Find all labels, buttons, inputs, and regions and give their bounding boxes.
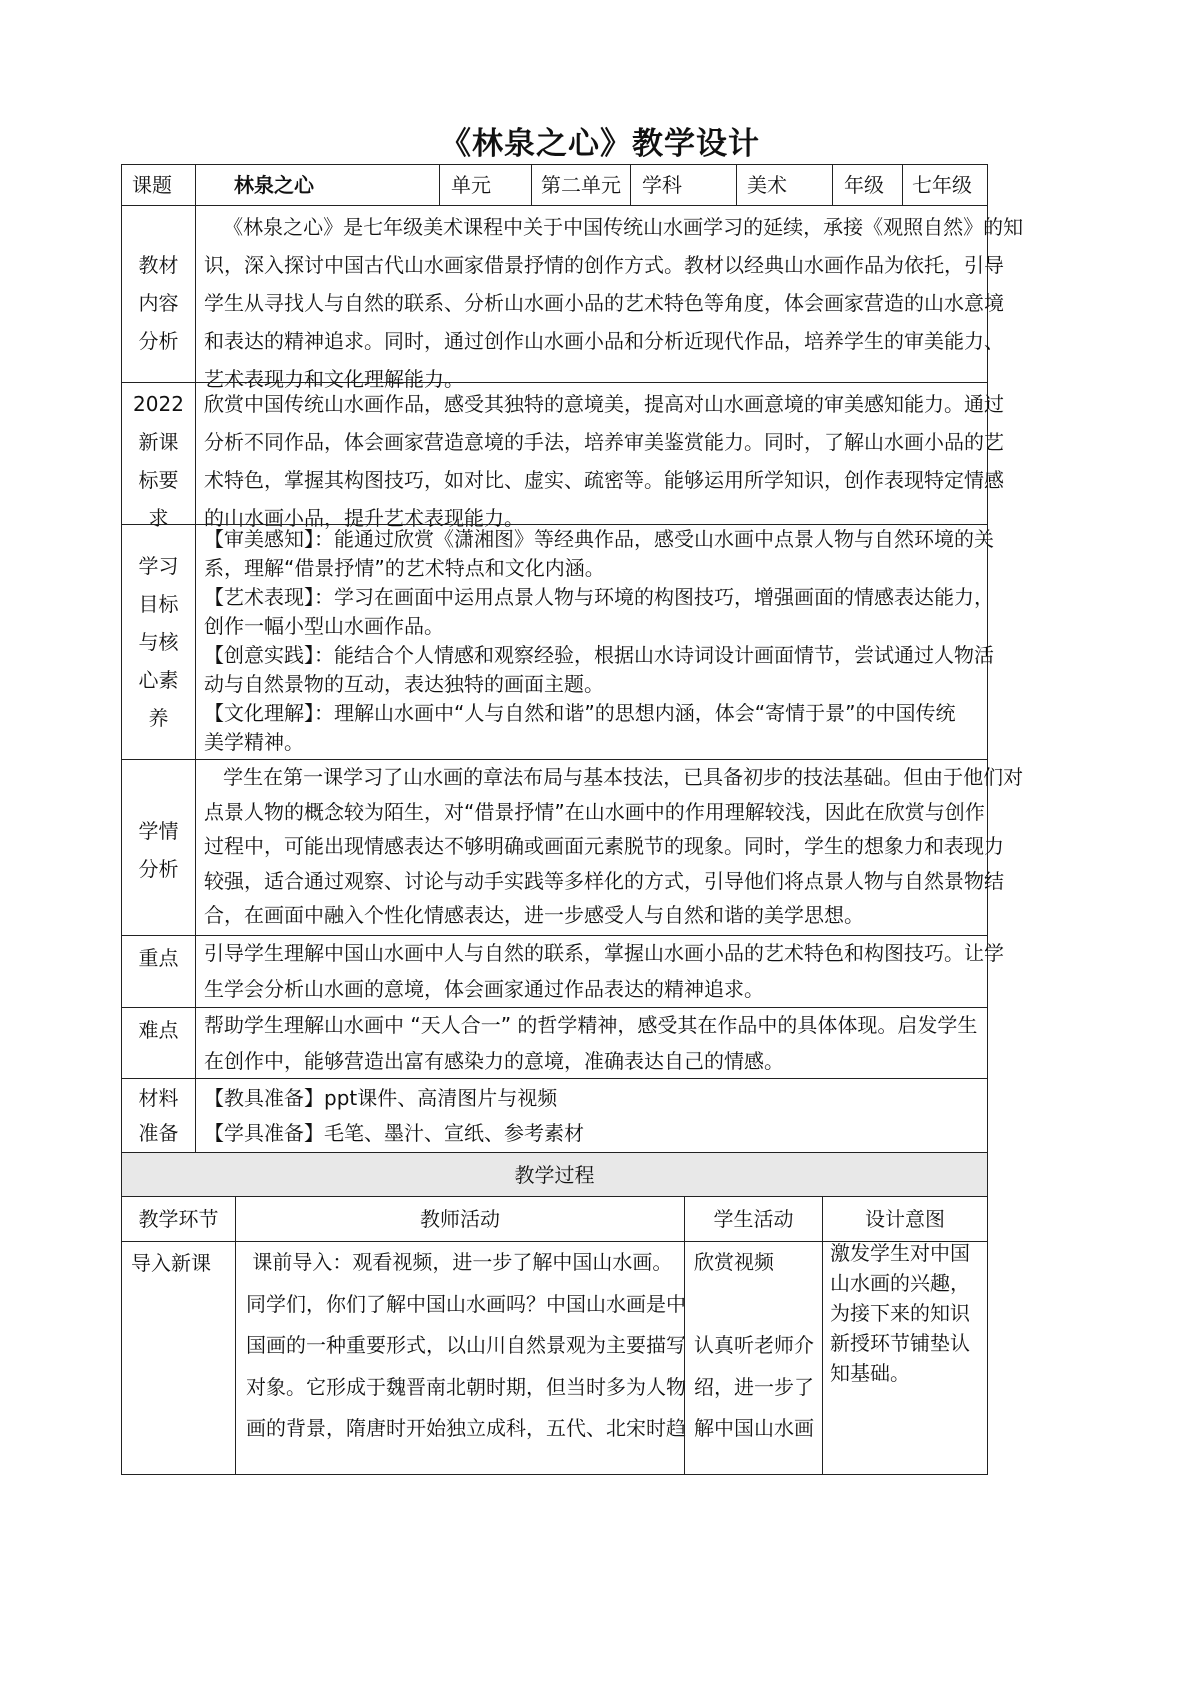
- column-header-student: 学生活动: [684, 1196, 823, 1242]
- subject-label-cell: [630, 164, 737, 206]
- section-label: 学情 分析: [138, 819, 179, 881]
- section-label: 难点: [138, 1018, 179, 1042]
- section-content-cell: [195, 759, 1024, 936]
- section-label-cell: [121, 1078, 196, 1153]
- section-text: 帮助学生理解山水画中 “天人合一” 的哲学精神，感受其在作品中的具体体现。启发学生 在创作中，能够营造出富有感染力的意境，准确表达自己的情感。: [204, 1013, 978, 1073]
- stage-text: 导入新课: [131, 1251, 211, 1275]
- unit-value-cell: [531, 164, 631, 206]
- column-header-intent: 设计意图: [822, 1196, 988, 1242]
- section-label-cell: [121, 382, 196, 530]
- section-text: 引导学生理解中国山水画中人与自然的联系，掌握山水画小品的艺术特色和构图技巧。让学 生学会分析山水画的意境，体会画家通过作品表达的精神追求。: [204, 941, 1004, 1001]
- topic-label-cell: [121, 164, 196, 206]
- section-label: 2022 新课 标要 求: [133, 392, 184, 530]
- process-header: [121, 1152, 988, 1197]
- topic-value-cell: [195, 164, 440, 206]
- teacher-activity-text: 课前导入：观看视频，进一步了解中国山水画。 同学们，你们了解中国山水画吗？中国山水画是中 国画的一种重要形式，以山川自然景观为主要描写 对象。它形成于魏晋南北朝时期，但当时多为人物 画的背景，隋唐时开始独立成科，五代、北宋时趋: [246, 1250, 686, 1440]
- section-label-cell: [121, 1007, 196, 1079]
- section-label: 材料 准备: [138, 1086, 179, 1145]
- stage-cell: [121, 1241, 236, 1475]
- section-content-cell: [195, 382, 1004, 530]
- student-activity-text: 欣赏视频 认真听老师介 绍，进一步了 解中国山水画: [694, 1250, 814, 1440]
- column-header-stage: 教学环节: [121, 1196, 236, 1242]
- unit-label: 单元: [451, 173, 491, 197]
- section-label-cell: [121, 935, 196, 1008]
- section-text: 【审美感知】：能通过欣赏《潇湘图》等经典作品，感受山水画中点景人物与自然环境的关 系，理解“借景抒情”的艺术特点和文化内涵。 【艺术表现】：学习在画面中运用点景人物与环境的构图技巧，增强画面的情感表达能力， 创作一幅小型山水画作品。 【创意实践】：能结合个人情感和观察经验，根据山水诗词设计画面情节，尝试通过人物活 动与自然景物的互动，表达独特的画面主题。 【文化理解】：理解山水画中“人与自然和谐”的思想内涵，体会“寄情于景”的中国传统 美学精神。: [204, 527, 994, 754]
- section-label: 重点: [138, 946, 179, 970]
- subject-value-cell: [736, 164, 833, 206]
- section-label: 学习 目标 与核 心素 养: [138, 554, 179, 730]
- process-header-text: 教学过程: [514, 1163, 595, 1187]
- section-text: 学生在第一课学习了山水画的章法布局与基本技法，已具备初步的技法基础。但由于他们对 点景人物的概念较为陌生，对“借景抒情”在山水画中的作用理解较浅，因此在欣赏与创作 过程中，可能出现情感表达不够明确或画面元素脱节的现象。同时，学生的想象力和表现力 较强，适合通过观察、讨论与动手实践等多样化的方式，引导他们将点景人物与自然景物结 合，在画面中融入个性化情感表达，进一步感受人与自然和谐的美学思想。: [204, 765, 1024, 927]
- unit-value: 第二单元: [541, 173, 621, 197]
- subject-value: 美术: [747, 173, 787, 197]
- design-intent-cell: [822, 1241, 988, 1475]
- page-title: 《林泉之心》教学设计: [440, 126, 760, 162]
- grade-value: 七年级: [912, 173, 972, 197]
- section-label-cell: [121, 205, 196, 383]
- design-intent-text: 激发学生对中国 山水画的兴趣， 为接下来的知识 新授环节铺垫认 知基础。: [830, 1241, 970, 1385]
- subject-label: 学科: [642, 173, 682, 197]
- section-label-cell: [121, 759, 196, 936]
- teacher-activity-cell: [235, 1241, 685, 1475]
- grade-value-cell: [902, 164, 988, 206]
- section-content-cell: [195, 524, 994, 760]
- topic-value: 林泉之心: [234, 173, 314, 197]
- section-content-cell: [195, 1007, 988, 1079]
- student-activity-cell: [684, 1241, 823, 1475]
- topic-label: 课题: [132, 173, 172, 197]
- grade-label-cell: [832, 164, 903, 206]
- unit-label-cell: [439, 164, 532, 206]
- section-content-cell: [195, 205, 1024, 391]
- section-content-cell: [195, 935, 1004, 1008]
- section-content-cell: [195, 1078, 988, 1153]
- column-header-teacher: 教师活动: [235, 1196, 685, 1242]
- section-text: 《林泉之心》是七年级美术课程中关于中国传统山水画学习的延续，承接《观照自然》的知 识，深入探讨中国古代山水画家借景抒情的创作方式。教材以经典山水画作品为依托，引导 学生从寻找人与自然的联系、分析山水画小品的艺术特色等角度，体会画家营造的山水意境 和表达的精神追求。同时，通过创作山水画小品和分析近现代作品，培养学生的审美能力、 艺术表现力和文化理解能力。: [204, 215, 1024, 391]
- section-label: 教材 内容 分析: [138, 253, 179, 353]
- section-label-cell: [121, 524, 196, 760]
- grade-label: 年级: [844, 173, 884, 197]
- section-text: 【教具准备】ppt课件、高清图片与视频 【学具准备】毛笔、墨汁、宣纸、参考素材: [204, 1086, 584, 1145]
- section-text: 欣赏中国传统山水画作品，感受其独特的意境美，提高对山水画意境的审美感知能力。通过 分析不同作品，体会画家营造意境的手法，培养审美鉴赏能力。同时，了解山水画小品的艺 术特色，掌握其构图技巧，如对比、虚实、疏密等。能够运用所学知识，创作表现特定情感 的山水画小品，提升艺术表现能力。: [204, 392, 1004, 530]
